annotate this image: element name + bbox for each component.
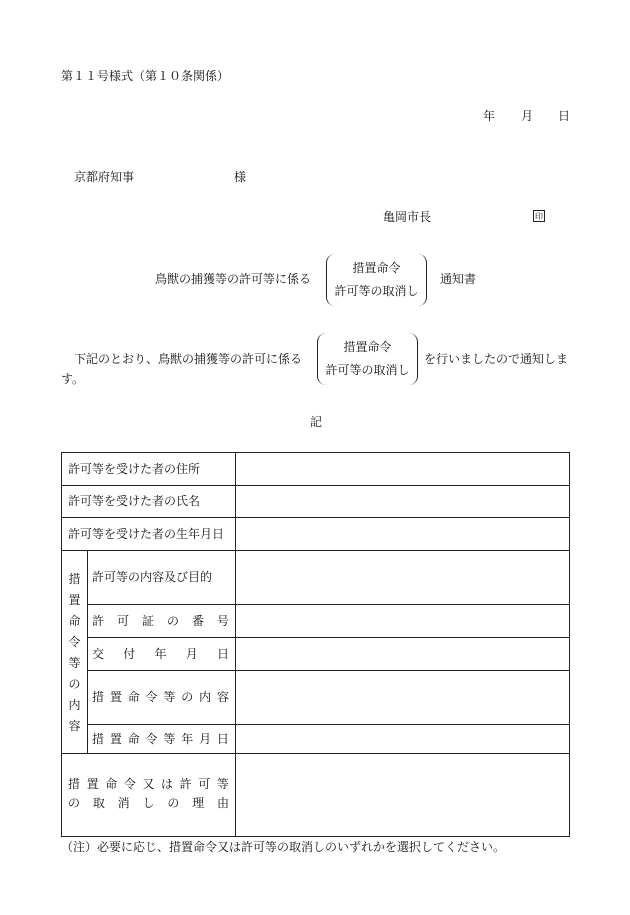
- form-number: 第１１号様式（第１０条関係）: [61, 69, 230, 83]
- field-address[interactable]: [236, 453, 569, 485]
- label-birthdate: 許可等を受けた者の生年月日: [68, 527, 225, 541]
- label-address: 許可等を受けた者の住所: [68, 462, 201, 476]
- body-option-brace: [317, 333, 418, 385]
- group-label-char: 令: [68, 635, 81, 649]
- field-birthdate[interactable]: [236, 518, 569, 550]
- group-label-char: 内: [68, 698, 81, 712]
- title-suffix: 通知書: [440, 272, 477, 286]
- group-label-char: の: [68, 677, 81, 691]
- label-content-purpose: 許可等の内容及び目的: [92, 570, 213, 584]
- body-suffix-line2: す。: [61, 372, 85, 386]
- group-label-char: 命: [68, 614, 81, 628]
- title-option-order: 措置命令: [352, 261, 401, 275]
- date-year-label: 年: [483, 109, 496, 123]
- field-name[interactable]: [236, 486, 569, 517]
- form-table: [61, 452, 570, 837]
- body-prefix: 下記のとおり、鳥獣の捕獲等の許可に係る: [74, 352, 303, 366]
- group-label-char: 容: [68, 719, 81, 733]
- body-option-revoke: 許可等の取消し: [325, 363, 410, 377]
- title-option-revoke: 許可等の取消し: [334, 284, 419, 298]
- ki-heading: 記: [310, 415, 323, 429]
- body-suffix-line1: を行いましたので通知しま: [424, 352, 569, 366]
- sender-name: 亀岡市長: [383, 210, 432, 224]
- label-reason-line2: の 取 消 し の 理 由: [68, 796, 229, 810]
- field-issue-date[interactable]: [236, 638, 569, 670]
- seal-mark: 印: [535, 212, 543, 221]
- label-order-content: 措 置 命 令 等 の 内 容: [92, 690, 229, 704]
- date-day-label: 日: [558, 109, 571, 123]
- title-option-brace: [326, 254, 427, 306]
- label-order-date: 措 置 命 令 等 年 月 日: [92, 732, 229, 746]
- footnote: （注）必要に応じ、措置命令又は許可等の取消しのいずれかを選択してください。: [61, 840, 506, 854]
- group-label-char: 等: [68, 656, 81, 670]
- body-option-order: 措置命令: [343, 340, 392, 354]
- label-permit-number: 許 可 証 の 番 号: [92, 614, 229, 628]
- addressee-name: 京都府知事: [74, 170, 135, 184]
- field-reason[interactable]: [236, 754, 569, 836]
- group-label-char: 置: [68, 593, 81, 607]
- group-label-char: 措: [68, 572, 81, 586]
- title-prefix: 鳥獣の捕獲等の許可等に係る: [155, 272, 312, 286]
- label-name: 許可等を受けた者の氏名: [68, 494, 201, 508]
- field-content-purpose[interactable]: [236, 551, 569, 604]
- label-reason-line1: 措 置 命 令 又 は 許 可 等: [68, 777, 229, 791]
- field-order-date[interactable]: [236, 725, 569, 753]
- field-permit-number[interactable]: [236, 605, 569, 637]
- table-divider-group: [87, 550, 88, 753]
- addressee-honorific: 様: [234, 170, 247, 184]
- field-order-content[interactable]: [236, 671, 569, 724]
- label-issue-date: 交 付 年 月 日: [92, 647, 229, 661]
- date-month-label: 月: [521, 109, 534, 123]
